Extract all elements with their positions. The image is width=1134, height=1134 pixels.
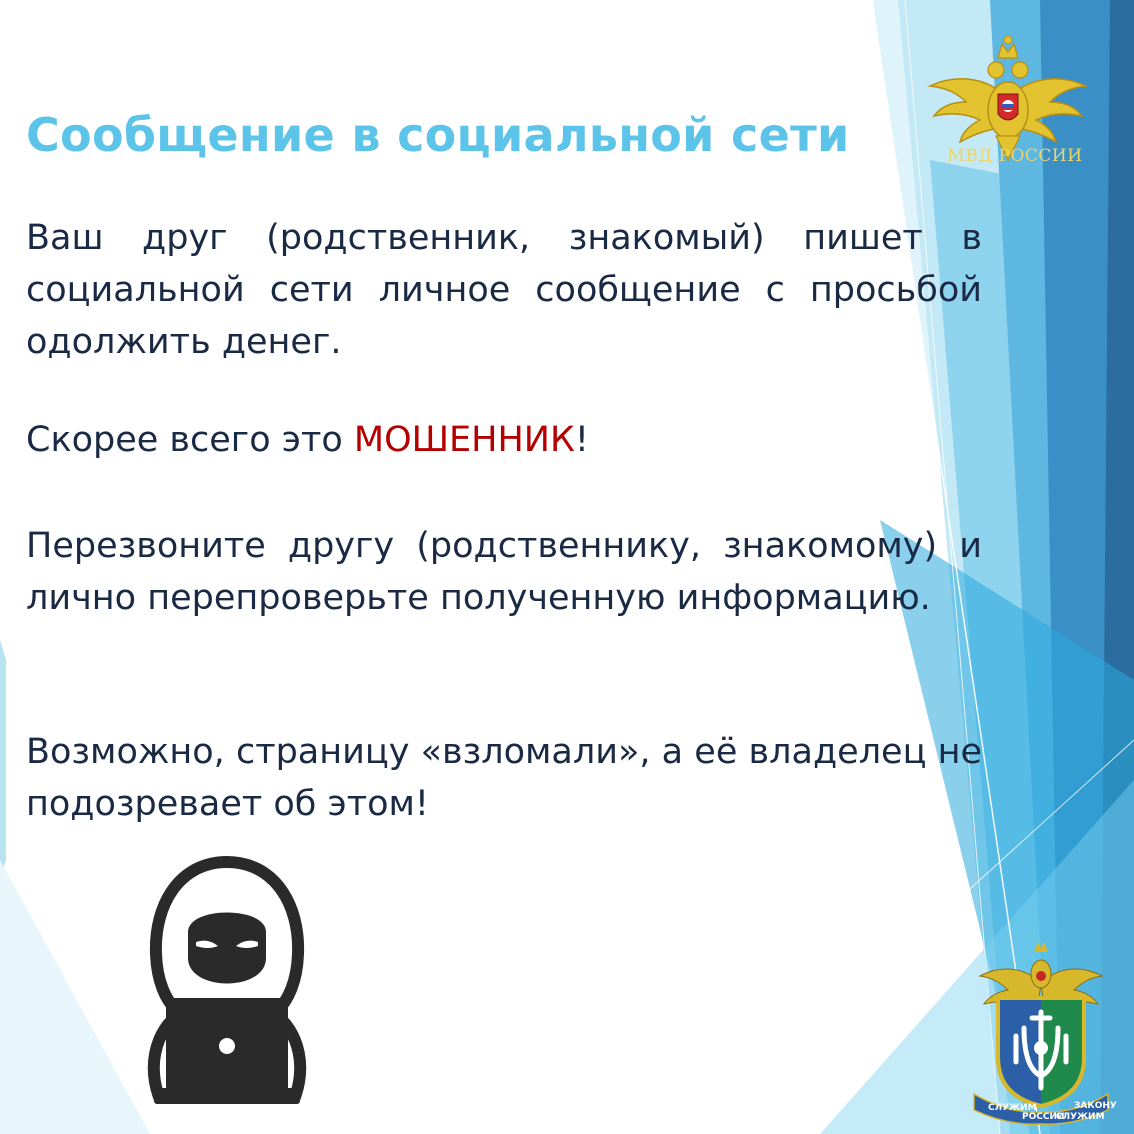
hacker-icon: [136, 858, 318, 1108]
ribbon-word-2: РОССИИ: [1022, 1112, 1065, 1122]
warning-suffix: !: [574, 420, 589, 460]
paragraph-warning: [26, 414, 982, 466]
warning-word: МОШЕННИК: [353, 420, 575, 460]
warning-prefix: Скорее всего это: [26, 420, 354, 460]
paragraph-friend-message: Ваш друг (родственник, знакомый) пишет в социальной сети личное сообщение с просьбой одолжить денег.: [26, 218, 982, 362]
ribbon-word-1: СЛУЖИМ: [988, 1103, 1037, 1113]
page-title: Сообщение в социальной сети: [26, 108, 850, 162]
paragraph-call-back: Перезвоните другу (родственнику, знакомому) и лично перепроверьте полученную информацию.: [26, 526, 982, 618]
emblem-label: МВД РОССИИ: [947, 146, 1083, 166]
ribbon-word-3: СЛУЖИМ: [1056, 1112, 1105, 1122]
ribbon-word-4: ЗАКОНУ: [1074, 1101, 1117, 1111]
paragraph-hacked: Возможно, страницу «взломали», а её владелец не подозревает об этом!: [26, 732, 982, 824]
regional-emblem-icon: [972, 938, 1117, 1126]
laptop-icon: [154, 998, 300, 1104]
